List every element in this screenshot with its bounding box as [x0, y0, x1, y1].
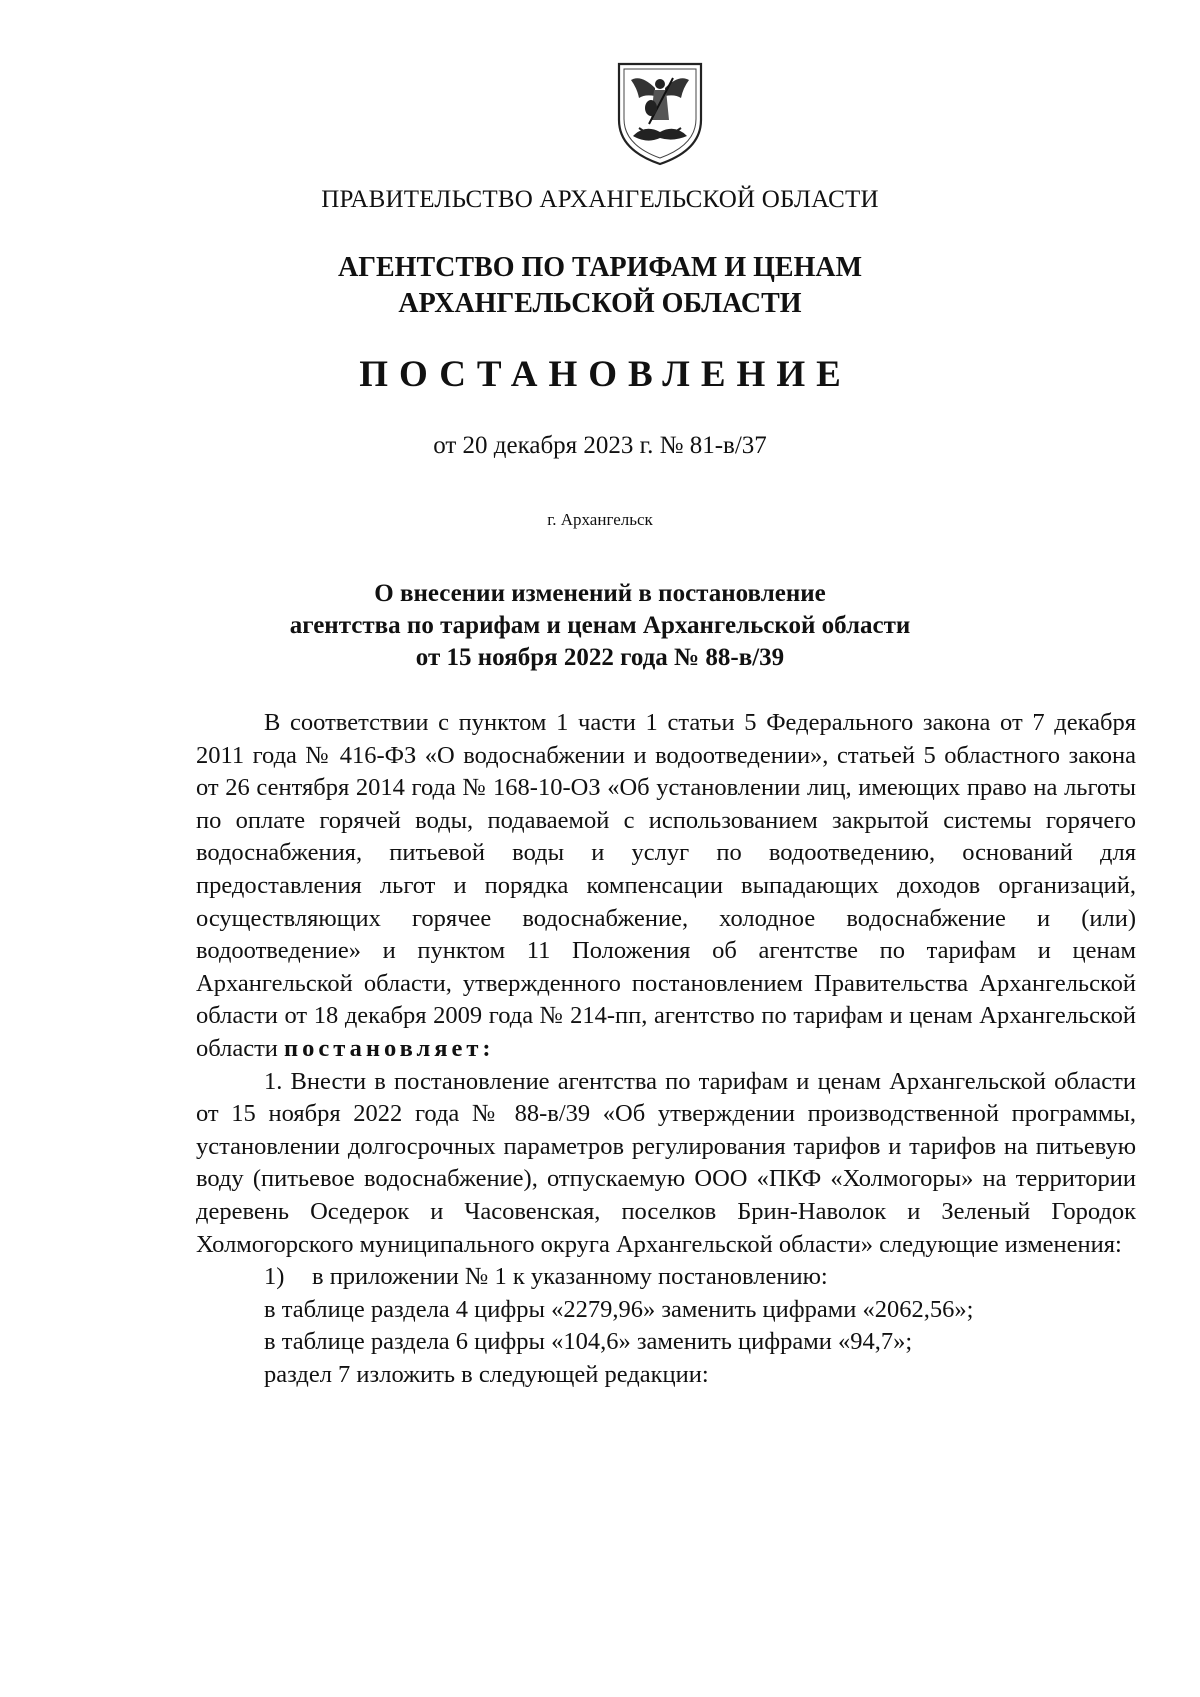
- document-date-number: от 20 декабря 2023 г. № 81-в/37: [433, 432, 767, 459]
- preamble-text: В соответствии с пунктом 1 части 1 статьи 5 Федерального закона от 7 декабря 2011 года № 416-ФЗ «О водоснабжении и водоотведении», статьей 5 областного закона от 26 сентября 2014 года № 168-10-ОЗ «Об установлении лиц, имеющих право на льготы по оплате горячей воды, подаваемой с использованием закрытой системы горячего водоснабжения, питьевой воды и услуг по водоотведению, оснований для предоставления льгот и порядка компенсации выпадающих доходов организаций, осуществляющих горячее водоснабжение, холодное водоснабжение и (или) водоотведение» и пунктом 11 Положения об агентстве по тарифам и ценам Архангельской области, утвержденного постановлением Правительства Архангельской области от 18 декабря 2009 года № 214-пп, агентство по тарифам и ценам Архангельской области: [196, 709, 1136, 1062]
- document-subject: [0, 578, 1200, 674]
- subitem-1-number: 1): [264, 1263, 285, 1291]
- subject-line3: от 15 ноября 2022 года № 88-в/39: [415, 644, 785, 671]
- subitem-1-text: в приложении № 1 к указанному постановлению:: [312, 1263, 828, 1291]
- document-body: [196, 707, 1136, 1391]
- subject-line2: агентства по тарифам и ценам Архангельской области: [289, 612, 911, 639]
- change-line-2: в таблице раздела 6 цифры «104,6» заменить цифрами «94,7»;: [264, 1328, 913, 1356]
- document-type: ПОСТАНОВЛЕНИЕ: [359, 354, 852, 395]
- change-line-3: раздел 7 изложить в следующей редакции:: [264, 1360, 709, 1388]
- government-name: ПРАВИТЕЛЬСТВО АРХАНГЕЛЬСКОЙ ОБЛАСТИ: [321, 186, 879, 213]
- agency-name-line1: АГЕНТСТВО ПО ТАРИФАМ И ЦЕНАМ: [337, 252, 863, 283]
- preamble-paragraph: [196, 707, 1136, 1066]
- subject-line1: О внесении изменений в постановление: [374, 580, 826, 607]
- item-1-paragraph: 1. Внести в постановление агентства по тарифам и ценам Архангельской области от 15 ноября 2022 года № 88-в/39 «Об утверждении производственной программы, установлении долгосрочных параметров регулирования тарифов и тарифов на питьевую воду (питьевое водоснабжение), отпускаемую ООО «ПКФ «Холмогоры» на территории деревень Оседерок и Часовенская, поселков Брин-Наволок и Зеленый Городок Холмогорского муниципального округа Архангельской области» следующие изменения:: [196, 1067, 1136, 1258]
- agency-name: [0, 250, 1200, 322]
- document-city: г. Архангельск: [547, 510, 653, 529]
- resolves-word: постановляет:: [284, 1034, 495, 1062]
- subitem-1: [196, 1261, 1136, 1294]
- arkhangelsk-coat-of-arms-icon: [615, 58, 705, 168]
- change-line-1: в таблице раздела 4 цифры «2279,96» заменить цифрами «2062,56»;: [264, 1295, 974, 1323]
- agency-name-line2: АРХАНГЕЛЬСКОЙ ОБЛАСТИ: [398, 288, 802, 319]
